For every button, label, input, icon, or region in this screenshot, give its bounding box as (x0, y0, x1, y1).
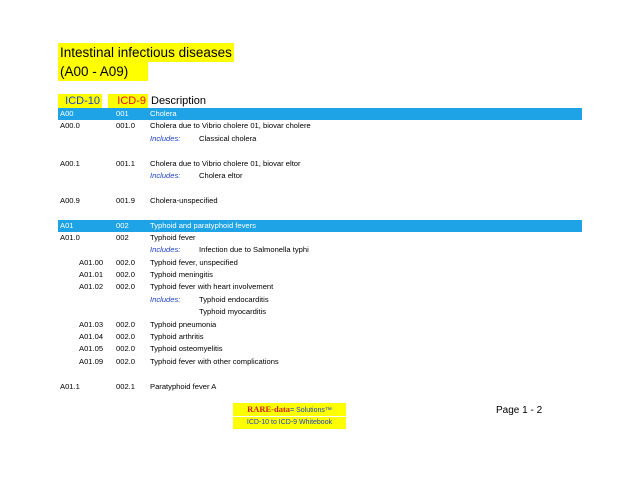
blank-row (58, 368, 582, 380)
brand-line (233, 403, 346, 416)
title-line-2: (A00 - A09) (58, 62, 148, 81)
icd9-code: 002 (116, 220, 129, 230)
icd9-code: 002 (116, 232, 129, 242)
includes-row (58, 306, 582, 318)
code-description: Cholera-unspecified (150, 195, 218, 205)
icd10-code: A01.03 (79, 319, 104, 329)
code-description: Typhoid meningitis (150, 270, 213, 280)
page-number: Page 1 - 2 (496, 405, 543, 416)
includes-label: Includes: (150, 294, 181, 304)
code-description: Typhoid osteomyelitis (150, 344, 223, 354)
category-row (58, 220, 582, 232)
icd9-code: 002.0 (116, 270, 136, 280)
code-description: Typhoid and paratyphoid fevers (150, 220, 256, 230)
icd10-code: A01.05 (79, 344, 104, 354)
table-row (58, 158, 582, 170)
code-description: Typhoid pneumonia (150, 319, 217, 329)
includes-row (58, 294, 582, 306)
table-row (58, 232, 582, 244)
code-description: Typhoid fever (150, 232, 196, 242)
header-description: Description (151, 95, 207, 107)
includes-label: Includes: (150, 245, 181, 255)
code-description: Typhoid arthritis (150, 332, 204, 342)
icd9-code: 001.9 (116, 195, 136, 205)
icd10-code: A01.1 (60, 381, 80, 391)
icd9-code: 002.0 (116, 344, 136, 354)
code-description: Typhoid fever, unspecified (150, 257, 238, 267)
icd9-code: 002.0 (116, 282, 136, 292)
includes-text: Typhoid endocarditis (199, 294, 269, 304)
icd9-code: 002.1 (116, 381, 136, 391)
code-description: Typhoid fever with other complications (150, 356, 279, 366)
includes-label: Includes: (150, 133, 181, 143)
table-row (58, 343, 582, 355)
table-row (58, 331, 582, 343)
includes-text: Cholera eltor (199, 170, 243, 180)
brand-badge (233, 403, 346, 429)
includes-row (58, 133, 582, 145)
brand-rare: RARE-data (247, 404, 291, 414)
icd9-code: 002.0 (116, 319, 136, 329)
blank-row (58, 145, 582, 157)
icd9-code: 001.1 (116, 158, 136, 168)
header-icd9: ICD-9 (108, 94, 148, 108)
brand-subtitle: ICD-10 to ICD-9 Whitebook (233, 417, 346, 429)
includes-label: Includes: (150, 170, 181, 180)
icd10-code: A00 (60, 109, 74, 118)
icd10-code: A01.0 (60, 232, 80, 242)
icd10-code: A01.04 (79, 332, 104, 342)
table-row (58, 257, 582, 269)
icd9-code: 002.0 (116, 356, 136, 366)
icd10-code: A00.1 (60, 158, 80, 168)
includes-text: Typhoid myocarditis (199, 307, 267, 317)
includes-row (58, 244, 582, 256)
table-row (58, 319, 582, 331)
table-row (58, 356, 582, 368)
blank-row (58, 207, 582, 219)
includes-row (58, 170, 582, 182)
table-row (58, 120, 582, 132)
table-row (58, 195, 582, 207)
icd9-code: 001 (116, 109, 129, 118)
code-description: Cholera (150, 109, 177, 118)
brand-solutions: = Solutions™ (290, 407, 332, 414)
code-description: Paratyphoid fever A (150, 381, 217, 391)
icd10-code: A01.09 (79, 356, 104, 366)
icd9-code: 002.0 (116, 332, 136, 342)
category-row (58, 108, 582, 120)
icd10-code: A01.02 (79, 282, 104, 292)
header-icd10: ICD-10 (58, 94, 102, 108)
code-table (58, 108, 582, 393)
title-line-1: Intestinal infectious diseases (58, 43, 234, 62)
table-row (58, 281, 582, 293)
icd9-code: 002.0 (116, 257, 136, 267)
includes-text: Infection due to Salmonella typhi (199, 245, 309, 255)
code-description: Typhoid fever with heart involvement (150, 282, 274, 292)
table-row (58, 269, 582, 281)
icd10-code: A00.9 (60, 195, 80, 205)
blank-row (58, 182, 582, 194)
icd10-code: A01.01 (79, 270, 104, 280)
document-title (58, 43, 234, 81)
icd10-code: A00.0 (60, 121, 80, 131)
includes-text: Classical cholera (199, 133, 257, 143)
icd9-code: 001.0 (116, 121, 136, 131)
icd10-code: A01.00 (79, 257, 104, 267)
icd10-code: A01 (60, 220, 74, 230)
table-row (58, 381, 582, 393)
code-description: Cholera due to Vibrio cholere 01, biovar eltor (150, 158, 301, 168)
code-description: Cholera due to Vibrio cholere 01, biovar cholere (150, 121, 311, 131)
